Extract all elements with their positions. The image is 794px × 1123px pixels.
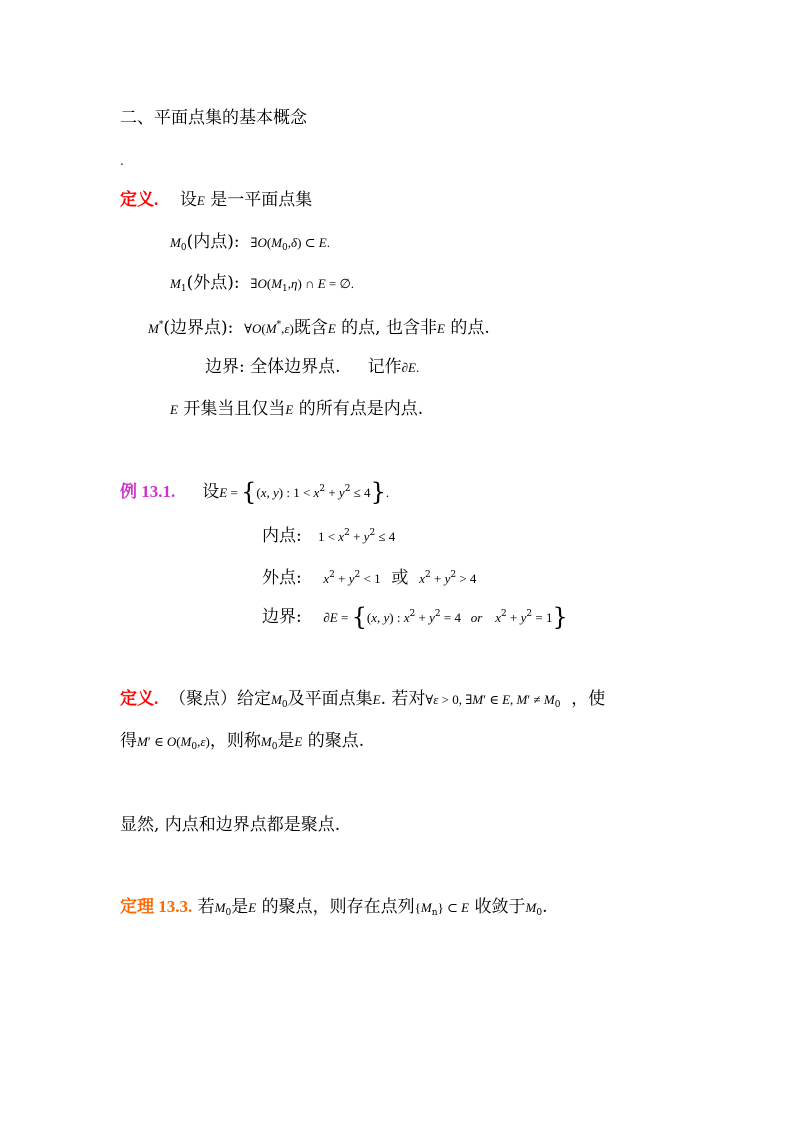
example-exterior: 外点: $x^2 + y^2 < 1$ 或 $x^2 + y^2 > 4$ [262,568,477,588]
interior-point-definition: $M_0$(内点): $\exists O(M_0,\delta)$ ⊂ E. [170,232,330,253]
open-set-statement: E 开集当且仅当E 的所有点是内点. [170,399,424,419]
theorem-label: 定理 13.3. [120,897,193,916]
remark: 显然, 内点和边界点都是聚点. [120,815,341,835]
accumulation-definition-line2: 得M′ ∈ $O(M_0,\varepsilon)$，则称$M_0$是E 的聚点. [120,731,365,752]
section-title: 二、平面点集的基本概念 [120,108,307,128]
theorem: 定理 13.3. 若$M_0$是E 的聚点，则存在点列$\{M_n\}$ ⊂ E 收敛于$M_0$. [120,897,548,918]
example-label: 例 13.1. [120,482,176,501]
accumulation-definition-line1: 定义. （聚点）给定$M_0$及平面点集E. 若对∀ε > 0, ∃M′ ∈ E, $M' \ne M_0$ ，使 [120,689,606,710]
definition-heading: 定义. 设E 是一平面点集 [120,190,313,210]
example-interior: 内点: $1 < x^2 + y^2 \le 4$ [262,526,396,546]
definition-label: 定义. [120,190,159,209]
definition2-label: 定义. [120,689,159,708]
boundary-point-definition: M*(边界点): ∀O(M*,ε)既含E 的点, 也含非E 的点. [148,318,490,338]
stray-dot: . [120,154,124,168]
exterior-point-definition: $M_1$(外点): $\exists O(M_1,\eta)$ ∩ E = ∅. [170,273,355,294]
example-boundary: 边界: ∂E = {(x, y) : $x^2 + y^2 = 4$ or $x^2 + y^2 = 1$} [262,603,568,631]
example-heading: 例 13.1. 设E = {(x, y) : $1 < x^2 + y^2 \le 4$}. [120,478,390,506]
boundary-definition: 边界: 全体边界点. 记作∂E. [205,357,420,377]
